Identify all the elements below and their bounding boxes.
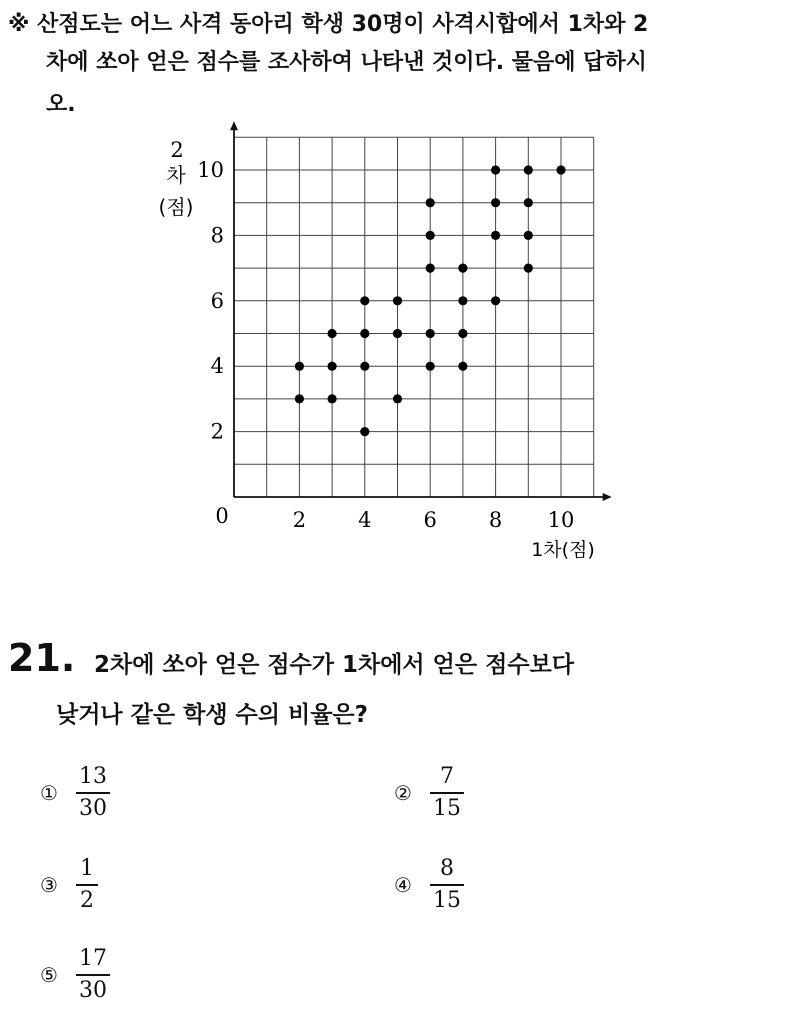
denominator: 30	[79, 977, 107, 1003]
data-point	[360, 296, 369, 305]
denominator: 30	[79, 795, 107, 821]
data-point	[393, 394, 402, 403]
option-mark: ①	[40, 781, 58, 806]
data-point	[360, 329, 369, 338]
fraction-bar	[430, 884, 464, 886]
data-point	[524, 231, 533, 240]
chart-grid	[234, 137, 594, 497]
x-tick-label: 6	[423, 508, 437, 532]
numerator: 13	[79, 764, 107, 789]
data-point	[491, 231, 500, 240]
option-2[interactable]	[394, 764, 464, 822]
fraction	[430, 764, 464, 822]
y-axis-label-unit: (점)	[158, 195, 194, 219]
option-1[interactable]	[40, 764, 110, 822]
option-3[interactable]	[40, 856, 98, 914]
numerator: 1	[80, 856, 94, 881]
data-point	[524, 264, 533, 273]
data-point	[458, 362, 467, 371]
option-4[interactable]	[394, 856, 464, 914]
x-tick-label: 10	[547, 508, 575, 532]
data-point	[360, 362, 369, 371]
data-point	[393, 329, 402, 338]
data-point	[328, 329, 337, 338]
y-tick-label: 6	[210, 288, 224, 313]
y-axis-arrow	[230, 121, 238, 130]
data-point	[295, 394, 304, 403]
denominator: 15	[433, 795, 461, 821]
data-point	[426, 198, 435, 207]
data-point	[426, 329, 435, 338]
data-point	[426, 362, 435, 371]
question-number: 21.	[8, 636, 76, 680]
data-point	[458, 264, 467, 273]
y-axis-label-top: 2	[170, 138, 184, 162]
data-point	[524, 198, 533, 207]
numerator: 17	[79, 946, 107, 971]
intro-line-3: 오.	[46, 92, 76, 117]
y-tick-label: 10	[197, 158, 224, 182]
data-point	[491, 198, 500, 207]
data-point	[458, 296, 467, 305]
fraction-bar	[76, 974, 110, 976]
denominator: 15	[433, 887, 461, 913]
option-mark: ②	[394, 781, 412, 806]
data-point	[426, 264, 435, 273]
fraction-bar	[430, 792, 464, 794]
numerator: 7	[440, 764, 454, 789]
intro-line-2: 차에 쏘아 얻은 점수를 조사하여 나타낸 것이다. 물음에 답하시	[46, 50, 647, 75]
question-line-1: 2차에 쏘아 얻은 점수가 1차에서 얻은 점수보다	[94, 652, 574, 678]
data-point	[328, 362, 337, 371]
data-point	[556, 165, 565, 174]
fraction-bar	[76, 792, 110, 794]
fraction	[76, 764, 110, 822]
option-mark: ⑤	[40, 963, 58, 988]
y-tick-label: 4	[210, 354, 224, 379]
data-point	[491, 296, 500, 305]
data-point	[491, 165, 500, 174]
denominator: 2	[80, 887, 94, 913]
origin-label: 0	[215, 504, 229, 528]
data-point	[524, 165, 533, 174]
chart-axes	[230, 121, 612, 501]
question-line-2: 낮거나 같은 학생 수의 비율은?	[56, 702, 368, 728]
numerator: 8	[440, 856, 454, 881]
data-point	[295, 362, 304, 371]
data-point	[426, 231, 435, 240]
y-axis-label-mid: 차	[166, 163, 186, 187]
x-tick-label: 8	[488, 508, 503, 532]
y-tick-label: 2	[210, 419, 224, 444]
x-axis-label: 1차(점)	[531, 539, 595, 561]
option-5[interactable]	[40, 946, 110, 1004]
x-axis-arrow	[603, 493, 612, 501]
x-tick-label: 2	[292, 508, 307, 532]
fraction	[76, 856, 98, 914]
data-point	[458, 329, 467, 338]
fraction	[430, 856, 464, 914]
x-tick-label: 4	[358, 508, 372, 532]
data-point	[360, 427, 369, 436]
y-tick-label: 8	[210, 223, 224, 248]
option-mark: ④	[394, 873, 412, 898]
fraction-bar	[76, 884, 98, 886]
fraction	[76, 946, 110, 1004]
option-mark: ③	[40, 873, 58, 898]
data-point	[328, 394, 337, 403]
intro-line-1: ※ 산점도는 어느 사격 동아리 학생 30명이 사격시합에서 1차와 2	[8, 12, 649, 37]
data-point	[393, 296, 402, 305]
